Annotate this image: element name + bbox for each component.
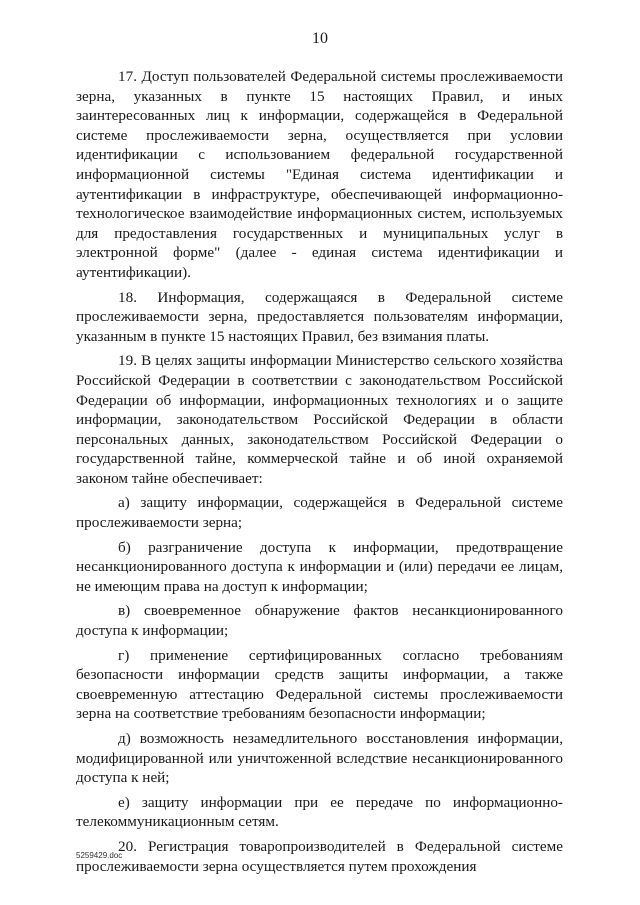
list-item-a: а) защиту информации, содержащейся в Федеральной системе прослеживаемости зерна; xyxy=(76,494,563,532)
list-item-b: б) разграничение доступа к информации, предотвращение несанкционированного доступа к информации и (или) передачи ее лицам, не имеющим права на доступ к информации; xyxy=(76,538,563,595)
paragraph-17: 17. Доступ пользователей Федеральной системы прослеживаемости зерна, указанных в пункте 15 настоящих Правил, и иных заинтересованных лиц к информации, содержащейся в Федеральной системе прослеживаемости зерна, осуществляется при условии идентификации с использованием федеральной государственной информационной системы "Единая система идентификации и аутентификации в инфраструктуре, обеспечивающей информационно-технологическое взаимодействие информационных систем, используемых для предоставления государственных и муниципальных услуг в электронной форме" (далее - единая система идентификации и аутентификации). xyxy=(76,68,563,281)
document-file-name: 5259429.doc xyxy=(76,851,123,860)
paragraph-18: 18. Информация, содержащаяся в Федеральной системе прослеживаемости зерна, предоставляется пользователям информации, указанным в пункте 15 настоящих Правил, без взимания платы. xyxy=(76,288,563,345)
paragraph-19: 19. В целях защиты информации Министерство сельского хозяйства Российской Федерации в соответствии с законодательством Российской Федерации об информации, информационных технологиях и о защите информации, законодательством Российской Федерации в области персональных данных, законодательством Российской Федерации о государственной тайне, коммерческой тайне и об иной охраняемой законом тайне обеспечивает: xyxy=(76,352,563,487)
list-item-e: е) защиту информации при ее передаче по информационно-телекоммуникационным сетям. xyxy=(76,793,563,831)
document-body xyxy=(76,67,563,876)
list-item-g: г) применение сертифицированных согласно требованиям безопасности информации средств защиты информации, а также своевременную аттестацию Федеральной системы прослеживаемости зерна на соответствие требованиям безопасности информации; xyxy=(76,646,563,723)
list-item-d: д) возможность незамедлительного восстановления информации, модифицированной или уничтоженной вследствие несанкционированного доступа к ней; xyxy=(76,730,563,787)
list-item-v: в) своевременное обнаружение фактов несанкционированного доступа к информации; xyxy=(76,602,563,640)
paragraph-20: 20. Регистрация товаропроизводителей в Федеральной системе прослеживаемости зерна осуществляется путем прохождения xyxy=(76,837,563,875)
page-number: 10 xyxy=(312,30,328,47)
